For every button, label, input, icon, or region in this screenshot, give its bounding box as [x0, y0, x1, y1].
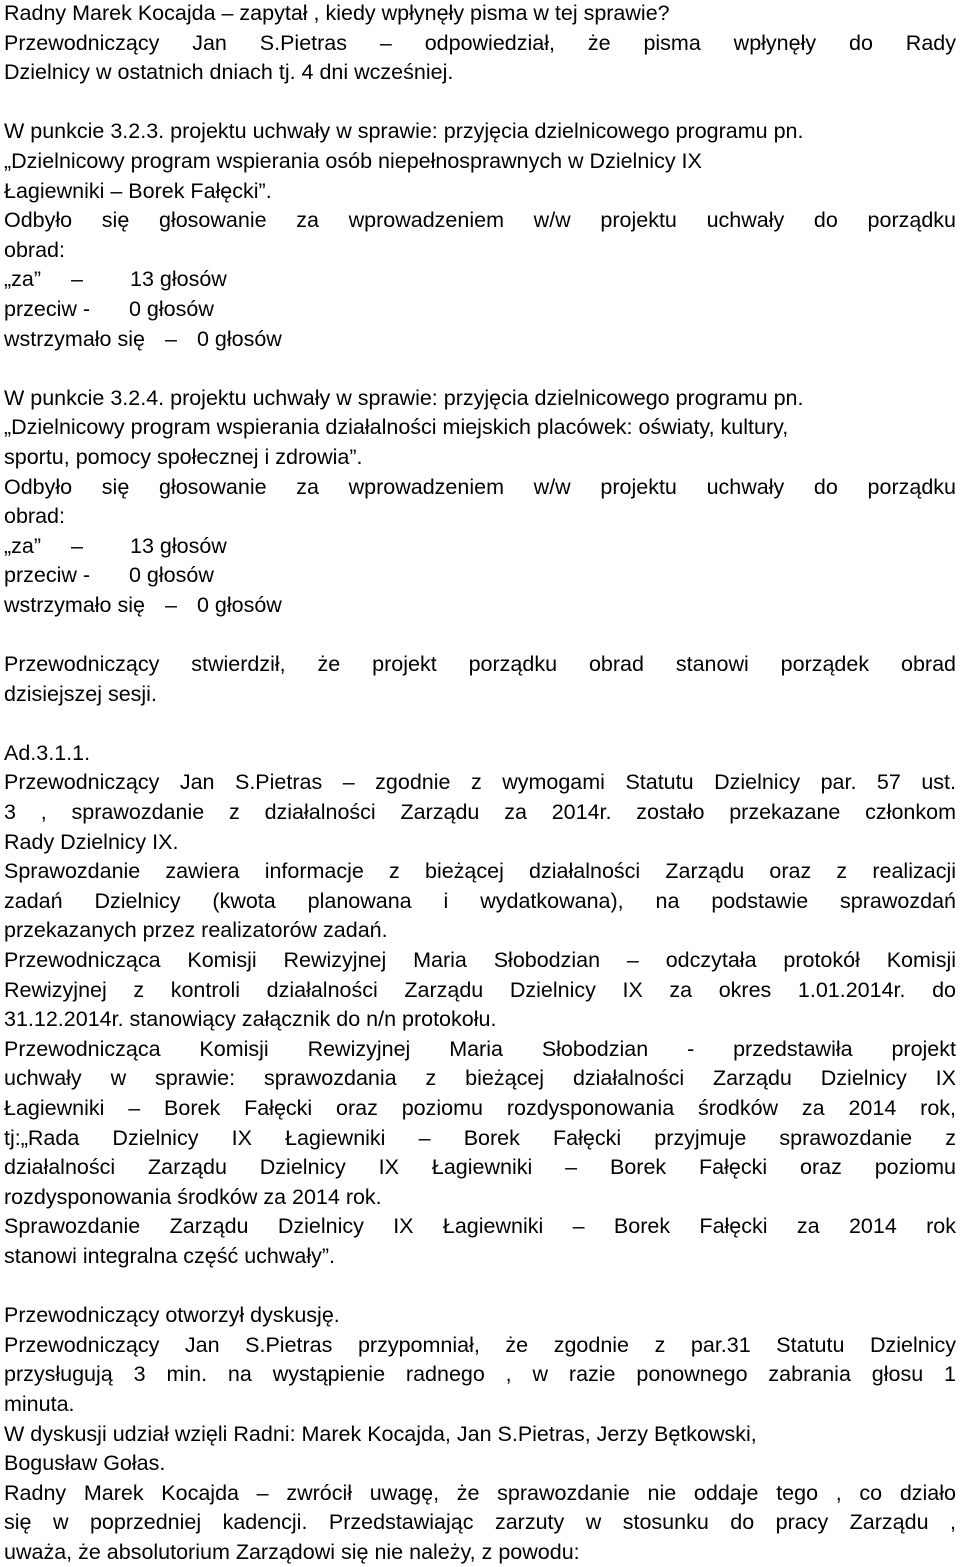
- text-line: W punkcie 3.2.3. projektu uchwały w sprawie: przyjęcia dzielnicowego programu pn.: [4, 119, 804, 144]
- document-page: [4, 0, 956, 1567]
- text-line: przysługują 3 min. na wystąpienie radnego , w razie ponownego zabrania głosu 1: [4, 1362, 956, 1387]
- blank-line: [4, 620, 956, 650]
- vote-dash: –: [71, 533, 83, 558]
- text-line: Odbyło się głosowanie za wprowadzeniem w/w projektu uchwały do porządku: [4, 208, 956, 233]
- text-line: się w poprzedniej kadencji. Przedstawiając zarzuty w stosunku do pracy Zarządu ,: [4, 1510, 956, 1535]
- blank-line: [4, 709, 956, 739]
- text-line: Rady Dzielnicy IX.: [4, 829, 179, 854]
- vote-against-value: 0 głosów: [129, 563, 214, 588]
- text-line: Odbyło się głosowanie za wprowadzeniem w/w projektu uchwały do porządku: [4, 474, 956, 499]
- vote-abstain-value: 0 głosów: [196, 592, 282, 617]
- text-line: Przewodnicząca Komisji Rewizyjnej Maria Słobodzian - przedstawiła projekt: [4, 1036, 956, 1061]
- text-line: tj:„Rada Dzielnicy IX Łagiewniki – Borek Fałęcki przyjmuje sprawozdanie z: [4, 1125, 956, 1150]
- vote-abstain-label: wstrzymało się: [4, 326, 145, 351]
- vote-against-label: przeciw -: [4, 296, 91, 321]
- text-line: obrad:: [4, 237, 65, 262]
- blank-line: [4, 354, 956, 384]
- text-line: Rewizyjnej z kontroli działalności Zarządu Dzielnicy IX za okres 1.01.2014r. do: [4, 977, 956, 1002]
- vote-for-label: „za”: [4, 533, 42, 558]
- text-line: uważa, że absolutorium Zarządowi się nie należy, z powodu:: [4, 1539, 580, 1564]
- blank-line: [4, 1272, 956, 1302]
- text-line: Przewodniczący Jan S.Pietras – odpowiedział, że pisma wpłynęły do Rady: [4, 30, 956, 55]
- text-line: Sprawozdanie zawiera informacje z bieżącej działalności Zarządu oraz z realizacji: [4, 859, 956, 884]
- vote-for-line: [4, 265, 956, 295]
- vote-abstain-line: [4, 325, 956, 355]
- text-line: Przewodniczący stwierdził, że projekt porządku obrad stanowi porządek obrad: [4, 652, 956, 677]
- vote-abstain-value: 0 głosów: [196, 326, 282, 351]
- vote-against-line: [4, 561, 956, 591]
- text-line: stanowi integralna część uchwały”.: [4, 1243, 336, 1268]
- text-line: działalności Zarządu Dzielnicy IX Łagiewniki – Borek Fałęcki oraz poziomu: [4, 1155, 956, 1180]
- text-line: W punkcie 3.2.4. projektu uchwały w sprawie: przyjęcia dzielnicowego programu pn.: [4, 385, 804, 410]
- text-line: uchwały w sprawie: sprawozdania z bieżącej działalności Zarządu Dzielnicy IX: [4, 1066, 956, 1091]
- text-line: Łagiewniki – Borek Fałęcki”.: [4, 178, 272, 203]
- text-line: Przewodniczący Jan S.Pietras przypomniał, że zgodnie z par.31 Statutu Dzielnicy: [4, 1332, 956, 1357]
- text-line: przekazanych przez realizatorów zadań.: [4, 918, 388, 943]
- blank-line: [4, 88, 956, 118]
- vote-for-value: 13 głosów: [130, 267, 227, 292]
- text-line: Bogusław Gołas.: [4, 1451, 166, 1476]
- vote-abstain-line: [4, 591, 956, 621]
- text-line: „Dzielnicowy program wspierania działalności miejskich placówek: oświaty, kultury,: [4, 415, 789, 440]
- text-line: 31.12.2014r. stanowiący załącznik do n/n protokołu.: [4, 1007, 497, 1032]
- text-line: Radny Marek Kocajda – zwrócił uwagę, że sprawozdanie nie oddaje tego , co działo: [4, 1480, 956, 1505]
- section-number: Ad.3.1.1.: [4, 740, 91, 765]
- text-line: Przewodniczący otworzył dyskusję.: [4, 1303, 340, 1328]
- vote-for-line: [4, 532, 956, 562]
- vote-dash: –: [71, 267, 83, 292]
- text-line: Radny Marek Kocajda – zapytał , kiedy wpłynęły pisma w tej sprawie?: [4, 1, 670, 25]
- text-line: 3 , sprawozdanie z działalności Zarządu za 2014r. zostało przekazane członkom: [4, 800, 956, 825]
- text-line: obrad:: [4, 504, 65, 529]
- vote-against-label: przeciw -: [4, 563, 91, 588]
- text-line: Przewodnicząca Komisji Rewizyjnej Maria Słobodzian – odczytała protokół Komisji: [4, 948, 956, 972]
- vote-abstain-label: wstrzymało się: [4, 592, 145, 617]
- vote-against-value: 0 głosów: [129, 296, 214, 321]
- vote-for-label: „za”: [4, 267, 42, 292]
- vote-dash: –: [164, 592, 177, 617]
- text-line: „Dzielnicowy program wspierania osób niepełnosprawnych w Dzielnicy IX: [4, 148, 702, 173]
- vote-dash: –: [164, 326, 177, 351]
- text-line: Dzielnicy w ostatnich dniach tj. 4 dni wcześniej.: [4, 60, 454, 85]
- text-line: Sprawozdanie Zarządu Dzielnicy IX Łagiewniki – Borek Fałęcki za 2014 rok: [4, 1214, 956, 1239]
- vote-for-value: 13 głosów: [130, 533, 227, 558]
- text-line: zadań Dzielnicy (kwota planowana i wydatkowana), na podstawie sprawozdań: [4, 888, 956, 913]
- text-line: Łagiewniki – Borek Fałęcki oraz poziomu rozdysponowania środków za 2014 rok,: [4, 1095, 956, 1120]
- text-line: Przewodniczący Jan S.Pietras – zgodnie z wymogami Statutu Dzielnicy par. 57 ust.: [4, 770, 956, 795]
- text-line: dzisiejszej sesji.: [4, 681, 157, 706]
- text-line: W dyskusji udział wzięli Radni: Marek Kocajda, Jan S.Pietras, Jerzy Bętkowski,: [4, 1421, 757, 1446]
- text-line: minuta.: [4, 1391, 75, 1416]
- text-line: sportu, pomocy społecznej i zdrowia”.: [4, 444, 363, 469]
- vote-against-line: [4, 295, 956, 325]
- text-line: rozdysponowania środków za 2014 rok.: [4, 1184, 382, 1209]
